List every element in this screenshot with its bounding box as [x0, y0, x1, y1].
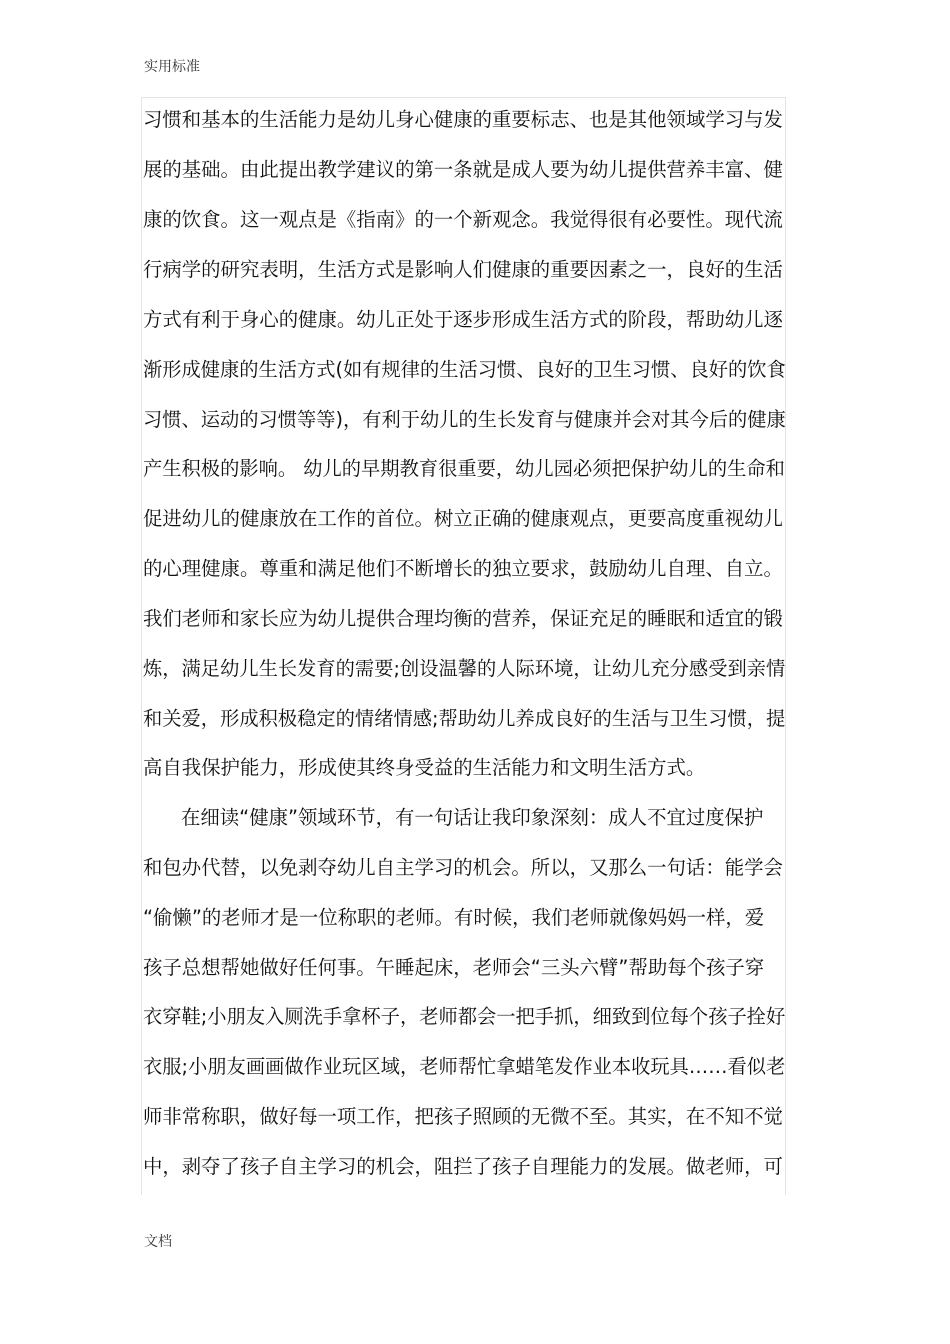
paragraph-line: 高自我保护能力，形成使其终身受益的生活能力和文明生活方式。	[143, 756, 706, 779]
paragraph-line: 渐形成健康的生活方式(如有规律的生活习惯、良好的卫生习惯、良好的饮食	[143, 358, 786, 381]
paragraph-line: 师非常称职，做好每一项工作，把孩子照顾的无微不至。其实，在不知不觉	[143, 1105, 783, 1128]
paragraph-line: 孩子总想帮她做好任何事。午睡起床，老师会“三头六臂”帮助每个孩子穿	[143, 956, 765, 979]
page-header: 实用标准	[144, 59, 200, 75]
paragraph-line: 方式有利于身心的健康。幼儿正处于逐步形成生活方式的阶段，帮助幼儿逐	[143, 308, 783, 331]
paragraph-line: 在细读“健康”领域环节，有一句话让我印象深刻：成人不宜过度保护	[181, 806, 764, 829]
paragraph-line: 中，剥夺了孩子自主学习的机会，阻拦了孩子自理能力的发展。做老师，可	[143, 1155, 783, 1178]
paragraph-line: 炼，满足幼儿生长发育的需要;创设温馨的人际环境，让幼儿充分感受到亲情	[143, 657, 786, 680]
paragraph-line: 促进幼儿的健康放在工作的首位。树立正确的健康观点，更要高度重视幼儿	[143, 507, 783, 530]
paragraph-line: 康的饮食。这一观点是《指南》的一个新观念。我觉得很有必要性。现代流	[143, 208, 783, 231]
paragraph-line: 习惯、运动的习惯等等)，有利于幼儿的生长发育与健康并会对其今后的健康	[143, 408, 786, 431]
paragraph-line: 衣服;小朋友画画做作业玩区域，老师帮忙拿蜡笔发作业本收玩具……看似老	[143, 1055, 786, 1078]
page-footer: 文档	[144, 1234, 172, 1250]
paragraph-line: 衣穿鞋;小朋友入厕洗手拿杯子，老师都会一把手抓，细致到位每个孩子拴好	[143, 1005, 786, 1028]
paragraph-line: 的心理健康。尊重和满足他们不断增长的独立要求，鼓励幼儿自理、自立。	[143, 557, 783, 580]
paragraph-line: 和关爱，形成积极稳定的情绪情感;帮助幼儿养成良好的生活与卫生习惯，提	[143, 707, 786, 730]
paragraph-line: 展的基础。由此提出教学建议的第一条就是成人要为幼儿提供营养丰富、健	[143, 158, 783, 181]
paragraph-line: “偷懒”的老师才是一位称职的老师。有时候，我们老师就像妈妈一样，爱	[143, 906, 765, 929]
paragraph-line: 习惯和基本的生活能力是幼儿身心健康的重要标志、也是其他领域学习与发	[143, 108, 783, 131]
paragraph-line: 我们老师和家长应为幼儿提供合理均衡的营养，保证充足的睡眠和适宜的锻	[143, 607, 783, 630]
paragraph-line: 行病学的研究表明，生活方式是影响人们健康的重要因素之一，良好的生活	[143, 258, 783, 281]
paragraph-line: 产生积极的影响。 幼儿的早期教育很重要，幼儿园必须把保护幼儿的生命和	[143, 457, 785, 480]
paragraph-line: 和包办代替，以免剥夺幼儿自主学习的机会。所以，又那么一句话：能学会	[143, 856, 783, 879]
